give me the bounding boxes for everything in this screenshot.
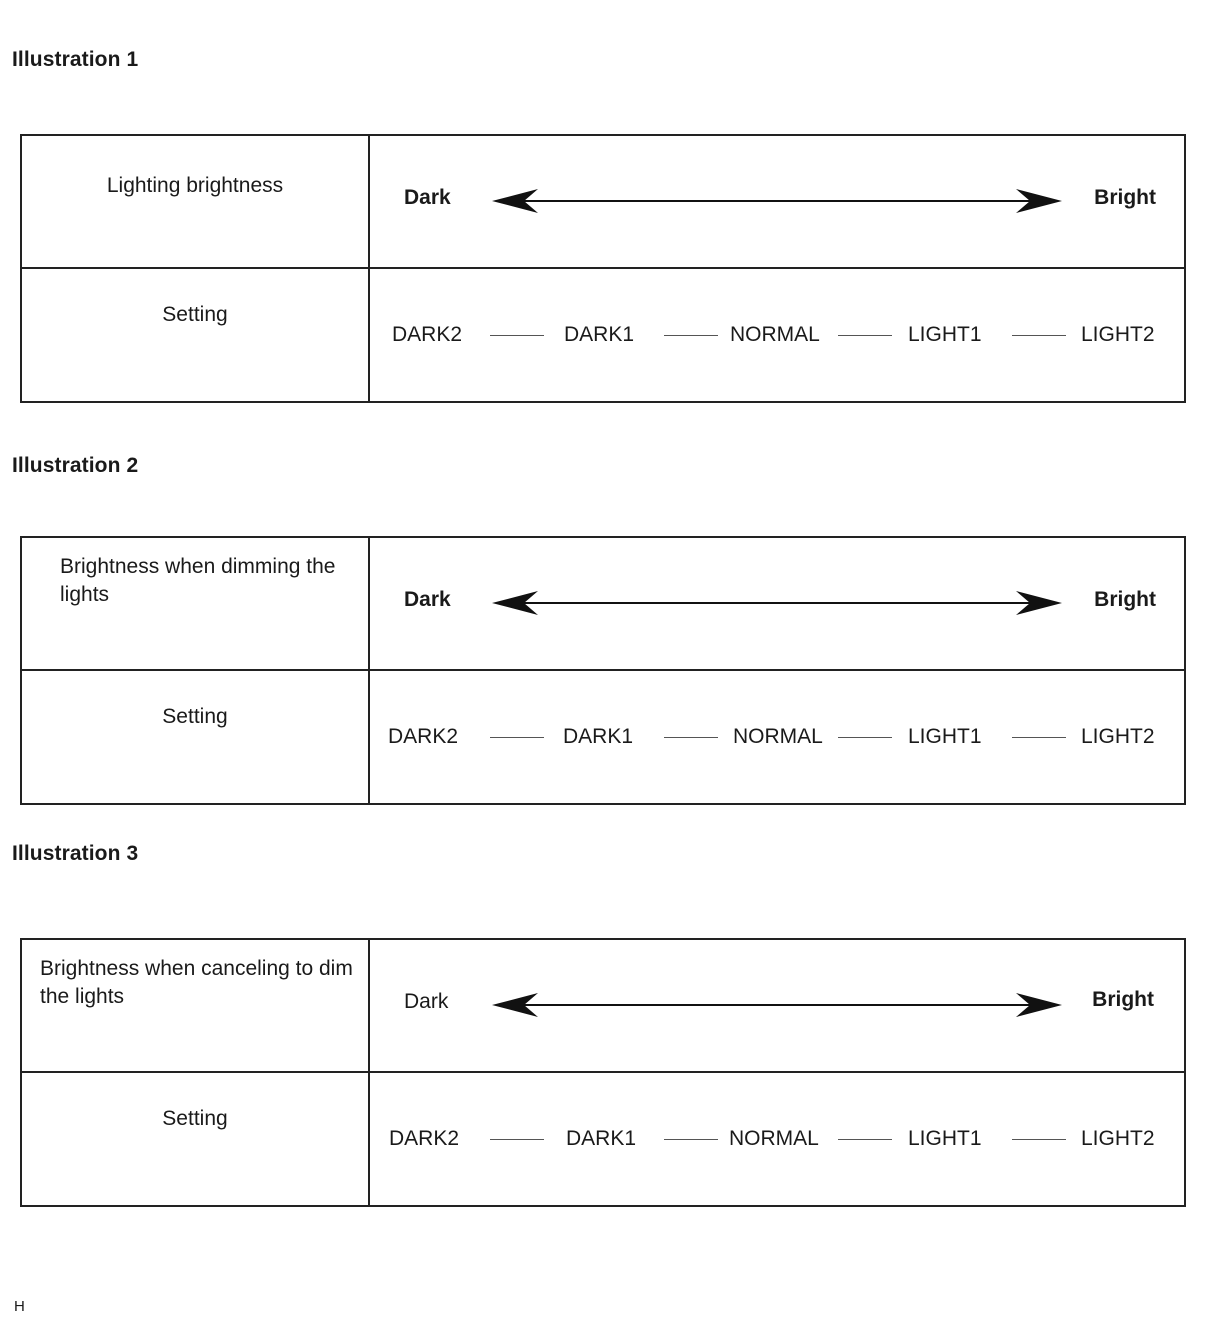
scale-connector xyxy=(664,335,718,336)
double-arrow-icon xyxy=(488,186,1066,216)
illustration-1-title: Illustration 1 xyxy=(12,48,139,71)
illustration-3-table xyxy=(20,938,1186,1207)
scale-dark1: DARK1 xyxy=(566,1126,637,1150)
scale-connector xyxy=(838,737,892,738)
brightness-row-label: Brightness when dimming the lights xyxy=(60,555,336,606)
setting-label: Setting xyxy=(162,1106,228,1130)
bright-label: Bright xyxy=(1092,988,1154,1011)
scale-light2: LIGHT2 xyxy=(1081,724,1155,748)
scale-connector xyxy=(838,335,892,336)
scale-connector xyxy=(490,335,544,336)
double-arrow-icon xyxy=(488,990,1066,1020)
bright-label: Bright xyxy=(1094,588,1156,611)
illustration-2-table xyxy=(20,536,1186,805)
scale-dark2: DARK2 xyxy=(392,322,463,346)
brightness-row-label: Brightness when canceling to dim the lights xyxy=(40,957,353,1008)
scale-connector xyxy=(1012,737,1066,738)
scale-light2: LIGHT2 xyxy=(1081,322,1155,346)
setting-label: Setting xyxy=(162,704,228,728)
setting-row xyxy=(22,1073,1184,1206)
scale-connector xyxy=(490,1139,544,1140)
scale-connector xyxy=(1012,1139,1066,1140)
figure-code: H xyxy=(14,1298,25,1315)
setting-label: Setting xyxy=(162,302,228,326)
scale-connector xyxy=(490,737,544,738)
dark-label: Dark xyxy=(404,186,451,209)
bright-label: Bright xyxy=(1094,186,1156,209)
brightness-row xyxy=(22,940,1184,1073)
brightness-row-label: Lighting brightness xyxy=(106,174,284,197)
scale-light1: LIGHT1 xyxy=(908,322,982,346)
scale-connector xyxy=(664,1139,718,1140)
illustration-1-table xyxy=(20,134,1186,403)
brightness-row xyxy=(22,136,1184,269)
dark-label: Dark xyxy=(404,588,451,611)
double-arrow-icon xyxy=(488,588,1066,618)
illustration-3-title: Illustration 3 xyxy=(12,842,139,865)
brightness-row xyxy=(22,538,1184,671)
illustration-2-title: Illustration 2 xyxy=(12,454,139,477)
scale-light1: LIGHT1 xyxy=(908,724,982,748)
setting-row xyxy=(22,671,1184,804)
setting-row xyxy=(22,269,1184,402)
scale-dark2: DARK2 xyxy=(389,1126,460,1150)
scale-dark1: DARK1 xyxy=(564,322,635,346)
scale-connector xyxy=(1012,335,1066,336)
dark-label: Dark xyxy=(404,990,449,1013)
scale-connector xyxy=(664,737,718,738)
scale-dark2: DARK2 xyxy=(388,724,459,748)
scale-light1: LIGHT1 xyxy=(908,1126,982,1150)
scale-connector xyxy=(838,1139,892,1140)
scale-normal: NORMAL xyxy=(730,322,820,346)
scale-normal: NORMAL xyxy=(733,724,823,748)
scale-dark1: DARK1 xyxy=(563,724,634,748)
scale-normal: NORMAL xyxy=(729,1126,819,1150)
scale-light2: LIGHT2 xyxy=(1081,1126,1155,1150)
